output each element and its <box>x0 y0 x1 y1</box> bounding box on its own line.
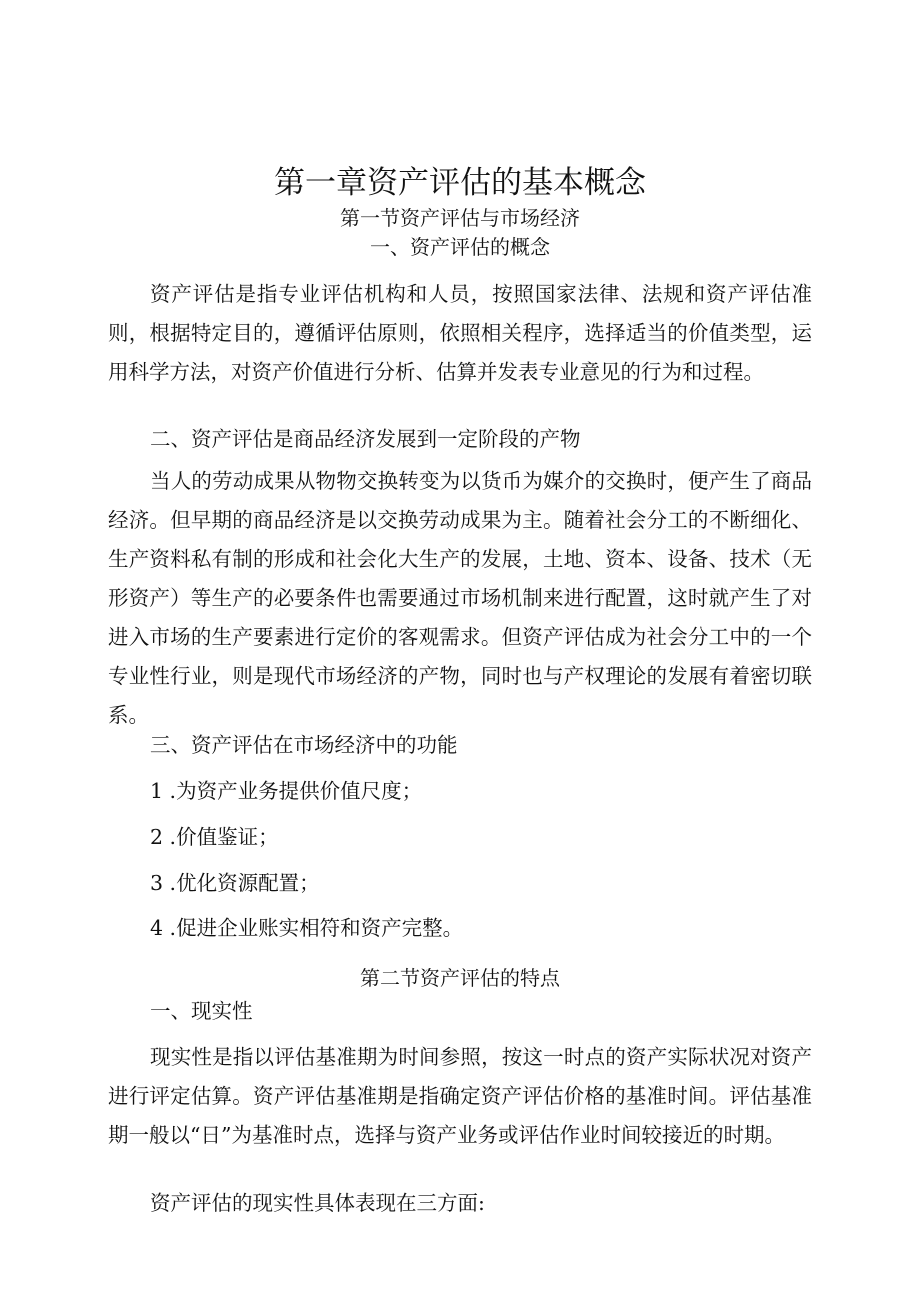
list-item-4: 4 .促进企业账实相符和资产完整。 <box>150 916 464 940</box>
chapter-title: 第一章资产评估的基本概念 <box>274 165 646 201</box>
section-title-2: 第二节资产评估的特点 <box>360 966 560 990</box>
heading-reality: 一、现实性 <box>150 999 253 1023</box>
subsection-title-concept: 一、资产评估的概念 <box>370 235 550 259</box>
paragraph-commodity-economy: 当人的劳动成果从物物交换转变为以货币为媒介的交换时，便产生了商品经济。但早期的商品经济是以交换劳动成果为主。随着社会分工的不断细化、生产资料私有制的形成和社会化大生产的发展，土地、资本、设备、技术（无形资产）等生产的必要条件也需要通过市场机制来进行配置，这时就产生了对进入市场的生产要素进行定价的客观需求。但资产评估成为社会分工中的一个专业性行业，则是现代市场经济的产物，同时也与产权理论的发展有着密切联系。 <box>108 469 812 727</box>
heading-commodity-economy: 二、资产评估是商品经济发展到一定阶段的产物 <box>150 427 581 451</box>
paragraph-reality-aspects: 资产评估的现实性具体表现在三方面: <box>150 1191 485 1215</box>
section-title-1: 第一节资产评估与市场经济 <box>340 206 580 230</box>
paragraph-reality: 现实性是指以评估基准期为时间参照，按这一时点的资产实际状况对资产进行评定估算。资产评估基准期是指确定资产评估价格的基准时间。评估基准期一般以“日”为基准时点，选择与资产业务或评估作业时间较接近的时期。 <box>108 1045 812 1147</box>
heading-functions: 三、资产评估在市场经济中的功能 <box>150 733 458 757</box>
list-item-1: 1 .为资产业务提供价值尺度； <box>150 779 423 803</box>
list-item-2: 2 .价值鉴证； <box>150 825 279 849</box>
list-item-3: 3 .优化资源配置； <box>150 871 320 895</box>
paragraph-definition: 资产评估是指专业评估机构和人员，按照国家法律、法规和资产评估准则，根据特定目的，遵循评估原则，依照相关程序，选择适当的价值类型，运用科学方法，对资产价值进行分析、估算并发表专业意见的行为和过程。 <box>108 282 812 384</box>
